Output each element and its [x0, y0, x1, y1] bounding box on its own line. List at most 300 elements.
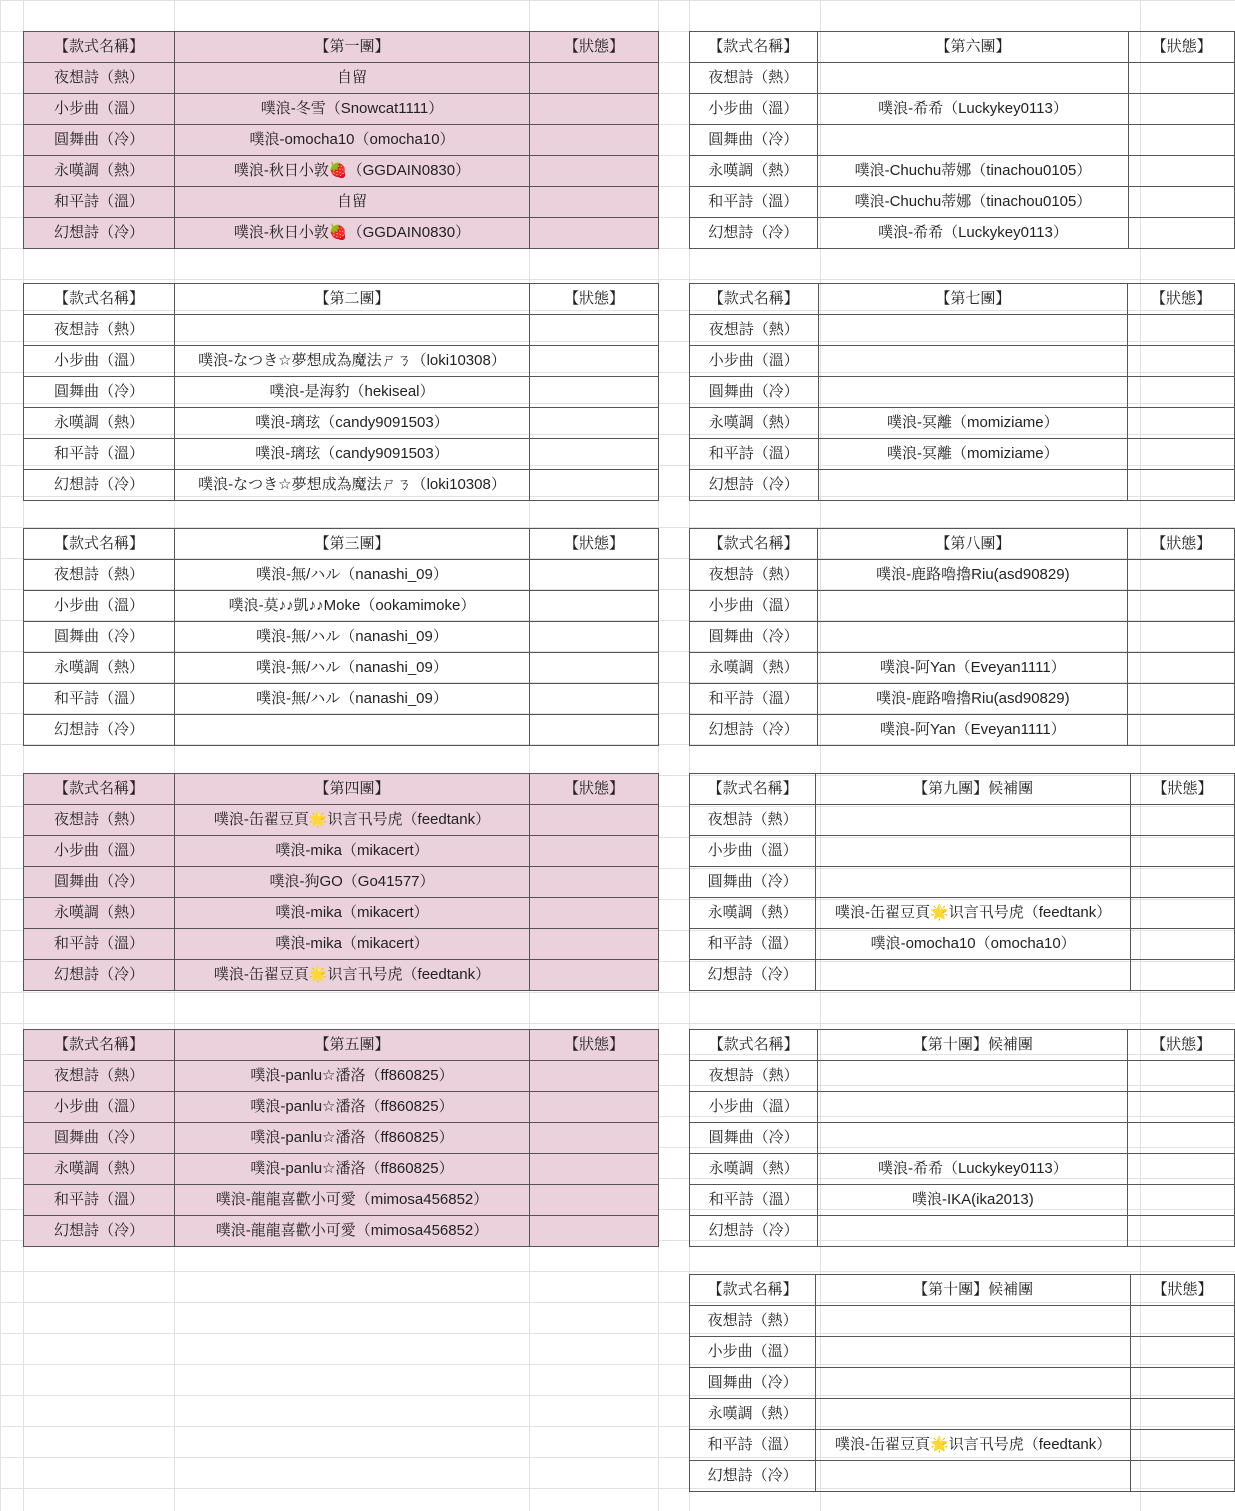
style-name-cell[interactable]: 幻想詩（冷）	[690, 960, 816, 991]
table-row	[690, 653, 1235, 684]
status-cell[interactable]	[1129, 187, 1235, 218]
style-name-cell[interactable]: 幻想詩（冷）	[24, 1216, 175, 1247]
status-cell[interactable]	[1131, 805, 1235, 836]
table-row	[24, 94, 659, 125]
status-cell[interactable]	[530, 156, 659, 187]
status-cell[interactable]	[1129, 156, 1235, 187]
member-cell[interactable]: 噗浪-omocha10（omocha10）	[175, 125, 530, 156]
style-name-cell[interactable]: 圓舞曲（冷）	[690, 622, 818, 653]
member-cell[interactable]: 噗浪-panlu☆潘洛（ff860825）	[175, 1123, 530, 1154]
member-cell[interactable]: 噗浪-希希（Luckykey0113）	[818, 1154, 1128, 1185]
style-column-header[interactable]: 【款式名稱】	[24, 32, 175, 63]
status-cell[interactable]	[1129, 125, 1235, 156]
status-cell[interactable]	[530, 653, 659, 684]
status-column-header[interactable]: 【狀態】	[530, 1030, 659, 1061]
style-name-cell[interactable]: 圓舞曲（冷）	[690, 1123, 818, 1154]
status-cell[interactable]	[530, 470, 659, 501]
status-column-header[interactable]: 【狀態】	[530, 32, 659, 63]
member-cell[interactable]: 噗浪-鹿路嚕擼Riu(asd90829)	[818, 560, 1128, 591]
member-cell[interactable]: 噗浪-Chuchu蒂娜（tinachou0105）	[817, 156, 1129, 187]
style-name-cell[interactable]: 和平詩（溫）	[24, 684, 175, 715]
style-column-header[interactable]: 【款式名稱】	[690, 32, 818, 63]
table-row	[24, 684, 659, 715]
style-name-cell[interactable]: 小步曲（溫）	[690, 94, 818, 125]
style-name-cell[interactable]: 小步曲（溫）	[24, 94, 175, 125]
member-cell[interactable]: 噗浪-冬雪（Snowcat1111）	[175, 94, 530, 125]
status-cell[interactable]	[1129, 63, 1235, 94]
member-cell[interactable]	[818, 470, 1127, 501]
style-name-cell[interactable]: 幻想詩（冷）	[690, 470, 819, 501]
table-row	[24, 1061, 659, 1092]
status-cell[interactable]	[1129, 218, 1235, 249]
style-name-cell[interactable]: 和平詩（溫）	[690, 439, 819, 470]
table-row	[690, 560, 1235, 591]
status-cell[interactable]	[530, 408, 659, 439]
status-cell[interactable]	[1131, 1461, 1235, 1492]
member-cell[interactable]: 噗浪-莫♪♪凱♪♪Moke（ookamimoke）	[175, 591, 530, 622]
table-row	[690, 960, 1235, 991]
table-row	[24, 315, 659, 346]
status-cell[interactable]	[1131, 960, 1235, 991]
status-cell[interactable]	[1131, 867, 1235, 898]
member-cell[interactable]	[816, 1399, 1131, 1430]
status-cell[interactable]	[1128, 1123, 1235, 1154]
table-row	[690, 1123, 1235, 1154]
group-table	[23, 773, 659, 991]
group-header-row	[690, 529, 1235, 560]
status-column-header[interactable]: 【狀態】	[1128, 284, 1235, 315]
status-cell[interactable]	[1131, 1306, 1235, 1337]
style-name-cell[interactable]: 夜想詩（熱）	[690, 1306, 816, 1337]
style-name-cell[interactable]: 幻想詩（冷）	[690, 1461, 816, 1492]
status-cell[interactable]	[1129, 94, 1235, 125]
style-name-cell[interactable]: 圓舞曲（冷）	[24, 377, 175, 408]
table-row	[24, 187, 659, 218]
status-cell[interactable]	[530, 560, 659, 591]
status-cell[interactable]	[1128, 1216, 1235, 1247]
status-cell[interactable]	[530, 346, 659, 377]
status-cell[interactable]	[530, 684, 659, 715]
member-cell[interactable]: 噗浪-panlu☆潘洛（ff860825）	[175, 1061, 530, 1092]
status-cell[interactable]	[530, 960, 659, 991]
style-name-cell[interactable]: 夜想詩（熱）	[24, 315, 175, 346]
table-row	[690, 470, 1235, 501]
member-cell[interactable]	[175, 315, 530, 346]
status-cell[interactable]	[1128, 377, 1235, 408]
table-row	[24, 63, 659, 94]
style-name-cell[interactable]: 幻想詩（冷）	[690, 715, 818, 746]
status-cell[interactable]	[530, 377, 659, 408]
member-cell[interactable]: 噗浪-阿Yan（Eveyan1111）	[818, 653, 1128, 684]
status-cell[interactable]	[1131, 836, 1235, 867]
member-cell[interactable]	[818, 1123, 1128, 1154]
status-cell[interactable]	[1131, 1399, 1235, 1430]
group-title[interactable]: 【第三團】	[175, 529, 530, 560]
status-cell[interactable]	[530, 805, 659, 836]
table-row	[24, 1216, 659, 1247]
status-cell[interactable]	[530, 1061, 659, 1092]
status-cell[interactable]	[530, 898, 659, 929]
table-row	[690, 439, 1235, 470]
style-name-cell[interactable]: 夜想詩（熱）	[24, 63, 175, 94]
style-name-cell[interactable]: 和平詩（溫）	[690, 187, 818, 218]
style-name-cell[interactable]: 幻想詩（冷）	[690, 1216, 818, 1247]
status-column-header[interactable]: 【狀態】	[530, 284, 659, 315]
status-cell[interactable]	[530, 439, 659, 470]
member-cell[interactable]: 噗浪-無/ハル（nanashi_09）	[175, 560, 530, 591]
style-name-cell[interactable]: 夜想詩（熱）	[24, 805, 175, 836]
style-name-cell[interactable]: 永嘆調（熱）	[690, 1154, 818, 1185]
group-title[interactable]: 【第四團】	[175, 774, 530, 805]
style-name-cell[interactable]: 夜想詩（熱）	[690, 560, 818, 591]
status-cell[interactable]	[1128, 1061, 1235, 1092]
group-header-row	[690, 1030, 1235, 1061]
status-cell[interactable]	[1128, 715, 1235, 746]
member-cell[interactable]: 自留	[175, 63, 530, 94]
style-column-header[interactable]: 【款式名稱】	[24, 284, 175, 315]
style-column-header[interactable]: 【款式名稱】	[24, 774, 175, 805]
status-cell[interactable]	[530, 715, 659, 746]
status-column-header[interactable]: 【狀態】	[1128, 529, 1235, 560]
status-cell[interactable]	[530, 1216, 659, 1247]
table-row	[24, 1123, 659, 1154]
group-title[interactable]: 【第二團】	[175, 284, 530, 315]
style-name-cell[interactable]: 圓舞曲（冷）	[24, 1123, 175, 1154]
group-title[interactable]: 【第七團】	[818, 284, 1127, 315]
member-cell[interactable]	[816, 960, 1131, 991]
table-row	[24, 125, 659, 156]
table-row	[24, 805, 659, 836]
group-header-row	[690, 32, 1235, 63]
status-cell[interactable]	[530, 836, 659, 867]
style-name-cell[interactable]: 永嘆調（熱）	[690, 653, 818, 684]
member-cell[interactable]: 噗浪-mika（mikacert）	[175, 836, 530, 867]
table-row	[690, 408, 1235, 439]
member-cell[interactable]: 噗浪-是海豹（hekiseal）	[175, 377, 530, 408]
table-row	[690, 1399, 1235, 1430]
member-cell[interactable]	[816, 1368, 1131, 1399]
member-cell[interactable]	[818, 591, 1128, 622]
style-name-cell[interactable]: 小步曲（溫）	[690, 1092, 818, 1123]
group-header-row	[24, 774, 659, 805]
status-cell[interactable]	[530, 218, 659, 249]
table-row	[690, 1061, 1235, 1092]
status-cell[interactable]	[530, 591, 659, 622]
group-title[interactable]: 【第八團】	[818, 529, 1128, 560]
status-cell[interactable]	[1128, 560, 1235, 591]
style-name-cell[interactable]: 小步曲（溫）	[24, 346, 175, 377]
style-name-cell[interactable]: 和平詩（溫）	[690, 1185, 818, 1216]
status-cell[interactable]	[530, 1123, 659, 1154]
style-name-cell[interactable]: 圓舞曲（冷）	[690, 1368, 816, 1399]
table-row	[690, 715, 1235, 746]
style-name-cell[interactable]: 小步曲（溫）	[690, 346, 819, 377]
member-cell[interactable]: 噗浪-冥離（momiziame）	[818, 408, 1127, 439]
style-name-cell[interactable]: 幻想詩（冷）	[24, 960, 175, 991]
member-cell[interactable]	[816, 805, 1131, 836]
style-column-header[interactable]: 【款式名稱】	[690, 1275, 816, 1306]
style-name-cell[interactable]: 幻想詩（冷）	[690, 218, 818, 249]
member-cell[interactable]: 噗浪-冥離（momiziame）	[818, 439, 1127, 470]
style-name-cell[interactable]: 小步曲（溫）	[690, 1337, 816, 1368]
style-name-cell[interactable]: 夜想詩（熱）	[24, 560, 175, 591]
member-cell[interactable]	[816, 836, 1131, 867]
style-name-cell[interactable]: 和平詩（溫）	[24, 439, 175, 470]
member-cell[interactable]: 噗浪-秋日小敦🍓（GGDAIN0830）	[175, 156, 530, 187]
style-name-cell[interactable]: 圓舞曲（冷）	[24, 125, 175, 156]
group-table	[23, 283, 659, 501]
style-name-cell[interactable]: 小步曲（溫）	[24, 1092, 175, 1123]
table-row	[690, 63, 1235, 94]
style-name-cell[interactable]: 和平詩（溫）	[690, 684, 818, 715]
status-cell[interactable]	[1128, 1092, 1235, 1123]
status-cell[interactable]	[1131, 1430, 1235, 1461]
group-title[interactable]: 【第一團】	[175, 32, 530, 63]
member-cell[interactable]: 噗浪-panlu☆潘洛（ff860825）	[175, 1154, 530, 1185]
member-cell[interactable]: 噗浪-龍龍喜歡小可愛（mimosa456852）	[175, 1185, 530, 1216]
style-name-cell[interactable]: 和平詩（溫）	[690, 1430, 816, 1461]
member-cell[interactable]: 噗浪-希希（Luckykey0113）	[817, 218, 1129, 249]
style-name-cell[interactable]: 和平詩（溫）	[24, 1185, 175, 1216]
member-cell[interactable]	[818, 346, 1127, 377]
table-row	[24, 867, 659, 898]
style-name-cell[interactable]: 永嘆調（熱）	[24, 408, 175, 439]
member-cell[interactable]: 噗浪-鹿路嚕擼Riu(asd90829)	[818, 684, 1128, 715]
table-row	[24, 929, 659, 960]
style-name-cell[interactable]: 圓舞曲（冷）	[690, 377, 819, 408]
member-cell[interactable]: 噗浪-mika（mikacert）	[175, 898, 530, 929]
group-table	[689, 773, 1235, 991]
member-cell[interactable]: 噗浪-缶翟豆頁🌟识言卂号虎（feedtank）	[175, 960, 530, 991]
member-cell[interactable]: 噗浪-なつき☆夢想成為魔法ㄕㄋ（loki10308）	[175, 346, 530, 377]
status-cell[interactable]	[1128, 684, 1235, 715]
table-row	[24, 377, 659, 408]
table-row	[690, 218, 1235, 249]
table-row	[690, 867, 1235, 898]
status-cell[interactable]	[1128, 439, 1235, 470]
style-column-header[interactable]: 【款式名稱】	[690, 1030, 818, 1061]
table-row	[690, 591, 1235, 622]
table-row	[690, 125, 1235, 156]
table-row	[24, 960, 659, 991]
style-name-cell[interactable]: 幻想詩（冷）	[24, 470, 175, 501]
status-cell[interactable]	[530, 125, 659, 156]
status-cell[interactable]	[530, 622, 659, 653]
group-title[interactable]: 【第九團】候補團	[816, 774, 1131, 805]
style-name-cell[interactable]: 小步曲（溫）	[690, 591, 818, 622]
style-name-cell[interactable]: 永嘆調（熱）	[690, 156, 818, 187]
status-cell[interactable]	[530, 1185, 659, 1216]
member-cell[interactable]	[818, 1216, 1128, 1247]
member-cell[interactable]: 噗浪-缶翟豆頁🌟识言卂号虎（feedtank）	[816, 1430, 1131, 1461]
table-row	[24, 591, 659, 622]
member-cell[interactable]: 噗浪-なつき☆夢想成為魔法ㄕㄋ（loki10308）	[175, 470, 530, 501]
member-cell[interactable]: 噗浪-龍龍喜歡小可愛（mimosa456852）	[175, 1216, 530, 1247]
table-row	[690, 156, 1235, 187]
style-name-cell[interactable]: 永嘆調（熱）	[24, 1154, 175, 1185]
table-row	[24, 622, 659, 653]
status-cell[interactable]	[530, 63, 659, 94]
style-name-cell[interactable]: 幻想詩（冷）	[24, 218, 175, 249]
table-row	[24, 156, 659, 187]
style-name-cell[interactable]: 夜想詩（熱）	[690, 805, 816, 836]
status-cell[interactable]	[1128, 591, 1235, 622]
table-row	[690, 1216, 1235, 1247]
status-cell[interactable]	[530, 929, 659, 960]
member-cell[interactable]: 噗浪-Chuchu蒂娜（tinachou0105）	[817, 187, 1129, 218]
member-cell[interactable]	[816, 1306, 1131, 1337]
table-row	[24, 653, 659, 684]
member-cell[interactable]: 噗浪-希希（Luckykey0113）	[817, 94, 1129, 125]
style-column-header[interactable]: 【款式名稱】	[24, 1030, 175, 1061]
group-table	[23, 528, 659, 746]
style-name-cell[interactable]: 圓舞曲（冷）	[690, 867, 816, 898]
style-name-cell[interactable]: 和平詩（溫）	[690, 929, 816, 960]
group-table	[689, 283, 1235, 501]
member-cell[interactable]: 噗浪-阿Yan（Eveyan1111）	[818, 715, 1128, 746]
style-name-cell[interactable]: 永嘆調（熱）	[24, 653, 175, 684]
style-name-cell[interactable]: 永嘆調（熱）	[690, 898, 816, 929]
status-cell[interactable]	[1128, 1185, 1235, 1216]
status-cell[interactable]	[530, 1154, 659, 1185]
style-name-cell[interactable]: 圓舞曲（冷）	[24, 867, 175, 898]
group-header-row	[24, 529, 659, 560]
style-name-cell[interactable]: 永嘆調（熱）	[24, 898, 175, 929]
status-cell[interactable]	[1128, 346, 1235, 377]
table-row	[24, 408, 659, 439]
member-cell[interactable]: 噗浪-璃玹（candy9091503）	[175, 439, 530, 470]
style-column-header[interactable]: 【款式名稱】	[690, 529, 818, 560]
status-column-header[interactable]: 【狀態】	[1131, 1275, 1235, 1306]
style-name-cell[interactable]: 圓舞曲（冷）	[24, 622, 175, 653]
style-column-header[interactable]: 【款式名稱】	[690, 774, 816, 805]
member-cell[interactable]: 噗浪-無/ハル（nanashi_09）	[175, 684, 530, 715]
member-cell[interactable]	[175, 715, 530, 746]
member-cell[interactable]: 噗浪-omocha10（omocha10）	[816, 929, 1131, 960]
style-column-header[interactable]: 【款式名稱】	[690, 284, 819, 315]
group-header-row	[24, 284, 659, 315]
table-row	[24, 439, 659, 470]
status-cell[interactable]	[1128, 622, 1235, 653]
member-cell[interactable]	[818, 377, 1127, 408]
table-row	[24, 898, 659, 929]
member-cell[interactable]: 噗浪-無/ハル（nanashi_09）	[175, 622, 530, 653]
style-name-cell[interactable]: 夜想詩（熱）	[690, 1061, 818, 1092]
status-column-header[interactable]: 【狀態】	[1131, 774, 1235, 805]
status-cell[interactable]	[1131, 898, 1235, 929]
member-cell[interactable]: 噗浪-璃玹（candy9091503）	[175, 408, 530, 439]
status-cell[interactable]	[1128, 653, 1235, 684]
style-name-cell[interactable]: 永嘆調（熱）	[690, 408, 819, 439]
status-cell[interactable]	[1131, 1337, 1235, 1368]
style-name-cell[interactable]: 小步曲（溫）	[24, 591, 175, 622]
style-column-header[interactable]: 【款式名稱】	[24, 529, 175, 560]
style-name-cell[interactable]: 幻想詩（冷）	[24, 715, 175, 746]
table-row	[24, 715, 659, 746]
group-title[interactable]: 【第五團】	[175, 1030, 530, 1061]
status-column-header[interactable]: 【狀態】	[1129, 32, 1235, 63]
status-cell[interactable]	[1128, 408, 1235, 439]
table-row	[690, 1368, 1235, 1399]
member-cell[interactable]: 噗浪-狗GO（Go41577）	[175, 867, 530, 898]
member-cell[interactable]: 噗浪-無/ハル（nanashi_09）	[175, 653, 530, 684]
table-row	[690, 377, 1235, 408]
member-cell[interactable]	[816, 1337, 1131, 1368]
member-cell[interactable]	[818, 315, 1127, 346]
status-column-header[interactable]: 【狀態】	[530, 774, 659, 805]
status-cell[interactable]	[530, 315, 659, 346]
table-row	[24, 470, 659, 501]
status-cell[interactable]	[530, 1092, 659, 1123]
style-name-cell[interactable]: 永嘆調（熱）	[690, 1399, 816, 1430]
style-name-cell[interactable]: 和平詩（溫）	[24, 187, 175, 218]
status-cell[interactable]	[1131, 1368, 1235, 1399]
table-row	[690, 346, 1235, 377]
group-title[interactable]: 【第十團】候補團	[816, 1275, 1131, 1306]
member-cell[interactable]	[818, 622, 1128, 653]
group-table	[689, 1274, 1235, 1492]
table-row	[690, 805, 1235, 836]
group-title[interactable]: 【第十團】候補團	[818, 1030, 1128, 1061]
status-cell[interactable]	[1128, 315, 1235, 346]
member-cell[interactable]: 噗浪-IKA(ika2013)	[818, 1185, 1128, 1216]
style-name-cell[interactable]: 永嘆調（熱）	[24, 156, 175, 187]
style-name-cell[interactable]: 夜想詩（熱）	[690, 315, 819, 346]
status-cell[interactable]	[530, 187, 659, 218]
table-row	[690, 929, 1235, 960]
member-cell[interactable]	[817, 63, 1129, 94]
style-name-cell[interactable]: 夜想詩（熱）	[690, 63, 818, 94]
member-cell[interactable]	[818, 1092, 1128, 1123]
member-cell[interactable]	[817, 125, 1129, 156]
style-name-cell[interactable]: 夜想詩（熱）	[24, 1061, 175, 1092]
group-header-row	[24, 1030, 659, 1061]
table-row	[690, 898, 1235, 929]
member-cell[interactable]: 噗浪-缶翟豆頁🌟识言卂号虎（feedtank）	[175, 805, 530, 836]
member-cell[interactable]	[816, 867, 1131, 898]
member-cell[interactable]: 自留	[175, 187, 530, 218]
group-header-row	[24, 32, 659, 63]
status-cell[interactable]	[530, 867, 659, 898]
table-row	[24, 218, 659, 249]
table-row	[24, 1185, 659, 1216]
status-cell[interactable]	[1128, 1154, 1235, 1185]
member-cell[interactable]	[818, 1061, 1128, 1092]
member-cell[interactable]: 噗浪-panlu☆潘洛（ff860825）	[175, 1092, 530, 1123]
status-column-header[interactable]: 【狀態】	[1128, 1030, 1235, 1061]
group-title[interactable]: 【第六團】	[817, 32, 1129, 63]
style-name-cell[interactable]: 小步曲（溫）	[690, 836, 816, 867]
table-row	[690, 1461, 1235, 1492]
table-row	[690, 1154, 1235, 1185]
style-name-cell[interactable]: 圓舞曲（冷）	[690, 125, 818, 156]
table-row	[24, 346, 659, 377]
member-cell[interactable]: 噗浪-mika（mikacert）	[175, 929, 530, 960]
table-row	[690, 1092, 1235, 1123]
style-name-cell[interactable]: 和平詩（溫）	[24, 929, 175, 960]
member-cell[interactable]: 噗浪-缶翟豆頁🌟识言卂号虎（feedtank）	[816, 898, 1131, 929]
table-row	[690, 1306, 1235, 1337]
group-header-row	[690, 774, 1235, 805]
table-row	[690, 684, 1235, 715]
style-name-cell[interactable]: 小步曲（溫）	[24, 836, 175, 867]
status-cell[interactable]	[1128, 470, 1235, 501]
status-cell[interactable]	[530, 94, 659, 125]
status-column-header[interactable]: 【狀態】	[530, 529, 659, 560]
member-cell[interactable]: 噗浪-秋日小敦🍓（GGDAIN0830）	[175, 218, 530, 249]
member-cell[interactable]	[816, 1461, 1131, 1492]
status-cell[interactable]	[1131, 929, 1235, 960]
